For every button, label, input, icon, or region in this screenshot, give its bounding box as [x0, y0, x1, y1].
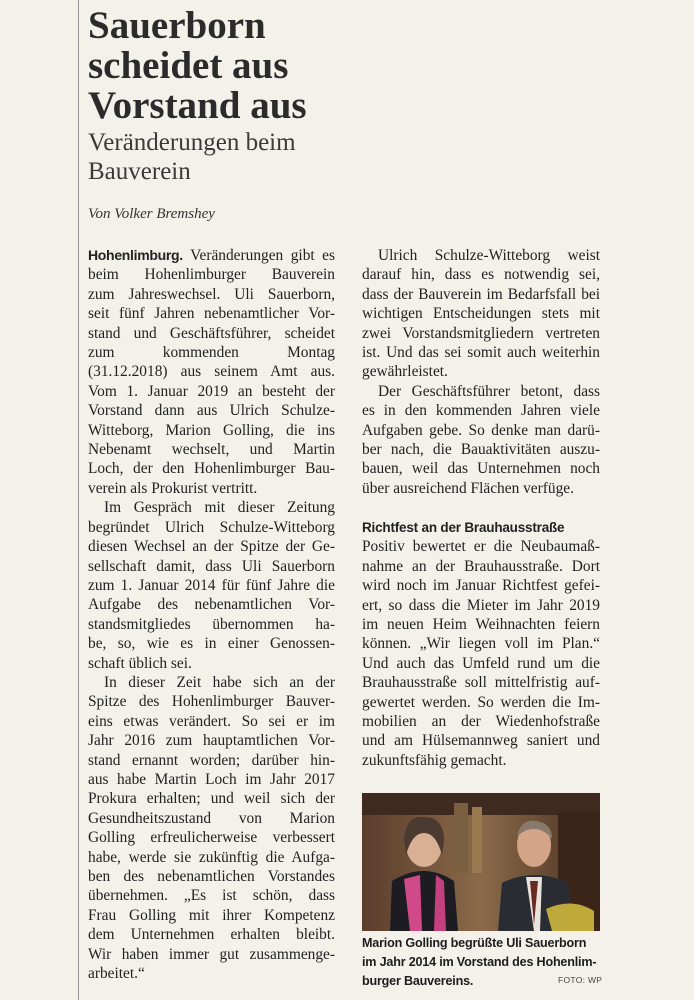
text-line: schaft üblich sei. [88, 654, 192, 672]
text-line: zum Jahreswechsel. Uli Sauerborn, [88, 285, 335, 303]
text-line: stand und Geschäftsführer, scheidet [88, 324, 335, 342]
text-line: im neuen Heim Weihnachten feiern [362, 615, 600, 633]
text-line: zukunftsfähig gemacht. [362, 751, 507, 769]
text-line: sellschaft damit, dass Uli Sauerborn [88, 557, 335, 575]
text-line: zum 1. Januar 2014 für fünf Jahre die [88, 576, 335, 594]
subheadline-line: Bauverein [88, 158, 191, 185]
text-line: und am Hülsemannweg saniert und [362, 732, 600, 750]
text-line: Vorstand dann aus Ulrich Schulze- [88, 402, 335, 420]
headline [88, 6, 468, 126]
text-line: (31.12.2018) aus seinem Amt aus. [88, 363, 335, 381]
text-line: In dieser Zeit habe sich an der [104, 673, 335, 691]
text-line: über ausreichend Flächen verfüge. [362, 479, 574, 497]
text-line: Spitze des Hohenlimburger Bauver- [88, 693, 335, 711]
photo-credit: FOTO: WP [558, 975, 603, 985]
text-line [88, 246, 335, 265]
text-line: beim Hohenlimburger Bauverein [88, 266, 335, 284]
paragraph [362, 246, 600, 382]
paragraph [362, 537, 600, 770]
text-line: verein als Prokurist vertritt. [88, 479, 258, 497]
caption-line: burger Bauvereins. [362, 974, 474, 989]
text-line: seit fünf Jahren nebenamtlicher Vor- [88, 305, 335, 323]
text-line: Positiv bewertet er die Neubaumaß- [362, 538, 600, 556]
text-line: können. „Wir liegen voll im Plan.“ [362, 635, 600, 653]
text-line: gewährleistet. [362, 363, 448, 381]
text-line: Golling erfreulicherweise verbessert [88, 829, 335, 847]
text-line: Aufgabe des nebenamtlichen Vor- [88, 596, 335, 614]
column-rule [78, 0, 79, 1000]
text-column-right [362, 246, 600, 770]
text-line: ert, so dass die Mieter im Jahr 2019 [362, 596, 600, 614]
text-line: gewertet werden. So werden die Im- [362, 693, 600, 711]
text-line: arbeitet.“ [88, 965, 145, 983]
text-line: wird noch im Januar Richtfest gefei- [362, 577, 600, 595]
section-heading: Richtfest an der Brauhausstraße [362, 520, 565, 536]
text-line: zum kommenden Montag [88, 344, 335, 362]
text-line: nahme an der Brauhausstraße. Dort [362, 557, 600, 575]
text-line: diesen Wechsel an der Spitze der Ge- [88, 538, 335, 556]
paragraph [88, 673, 335, 984]
text-line: Wir haben immer gut zusammenge- [88, 945, 335, 963]
text-line: Brauhausstraße soll mittelfristig auf- [362, 674, 600, 692]
text-line: aus habe Martin Loch im Jahr 2017 [88, 770, 335, 788]
caption-line: im Jahr 2014 im Vorstand des Hohenlim- [362, 955, 597, 970]
headline-line: Sauerborn [88, 4, 266, 47]
paragraph [362, 382, 600, 498]
text-line: Im Gespräch mit dieser Zeitung [104, 499, 335, 517]
text-line: es in den kommenden Jahren viele [362, 402, 600, 420]
text-line: begründet Ulrich Schulze-Witteborg [88, 518, 335, 536]
text-line: dem Unternehmen erhalten bleibt. [88, 926, 335, 944]
text-line: ist. Und das sei somit auch weiterhin [362, 344, 600, 362]
text-line: stand ernannt worden; darüber hin- [88, 751, 335, 769]
text-line: eins etwas verändert. So sei er im [88, 712, 335, 730]
dateline: Hohenlimburg. [88, 247, 183, 263]
text-line: Vom 1. Januar 2019 an besteht der [88, 382, 335, 400]
text-line: Prokura erhalten; und weil sich der [88, 790, 335, 808]
text-line: Witteborg, Marion Golling, die ins [88, 421, 335, 439]
text-line: dass der Bauverein im Bedarfsfall bei [362, 285, 600, 303]
caption-line: Marion Golling begrüßte Uli Sauerborn [362, 936, 587, 950]
paragraph [88, 498, 335, 673]
subheadline [88, 128, 468, 186]
text-line: Jahr 2016 zum hauptamtlichen Vor- [88, 732, 335, 750]
text-line: ben des nebenamtlichen Vorstandes [88, 868, 335, 885]
text-line: Gesundheitszustand von Marion [88, 809, 335, 827]
news-photo [362, 793, 600, 931]
text-line: be, so, wie es in einer Genossen- [88, 635, 335, 653]
text-column-left [88, 246, 335, 983]
text-line: übernehmen. „Es ist schön, dass [88, 887, 335, 905]
text-line: Ulrich Schulze-Witteborg weist [378, 247, 600, 264]
text-line: Nebenamt wechselt, und Martin [88, 441, 335, 459]
text-line: Frau Golling mit ihrer Kompetenz [88, 906, 335, 924]
text-line: ber nach, die Bauaktivitäten auszu- [362, 441, 600, 459]
text-line: darauf hin, dass es notwendig sei, [362, 266, 600, 284]
text-line: standsmitgliedes übernommen ha- [88, 615, 335, 633]
subheadline-line: Veränderungen beim [88, 129, 296, 156]
text-line: Aufgaben gebe. So denke man darü- [362, 421, 600, 439]
text-line: wichtigen Entscheidungen stets mit [362, 305, 600, 323]
text-line: zwei Vorstandsmitgliedern vertreten [362, 324, 600, 342]
headline-line: scheidet aus [88, 44, 289, 87]
text-line: habe, werde sie zukünftig die Aufga- [88, 848, 335, 866]
photo-illustration [362, 793, 600, 931]
text-run: Veränderungen gibt es [182, 247, 335, 264]
paragraph [88, 246, 335, 498]
text-line: Und auch das Umfeld rund um die [362, 654, 600, 672]
text-line: bauen, weil das Unternehmen noch [362, 460, 600, 478]
text-line: Loch, der den Hohenlimburger Bau- [88, 460, 335, 478]
text-line: Der Geschäftsführer betont, dass [378, 382, 600, 400]
text-line: mobilien an der Wiedenhofstraße [362, 712, 600, 730]
byline: Von Volker Bremshey [88, 206, 215, 222]
headline-line: Vorstand aus [88, 84, 307, 127]
